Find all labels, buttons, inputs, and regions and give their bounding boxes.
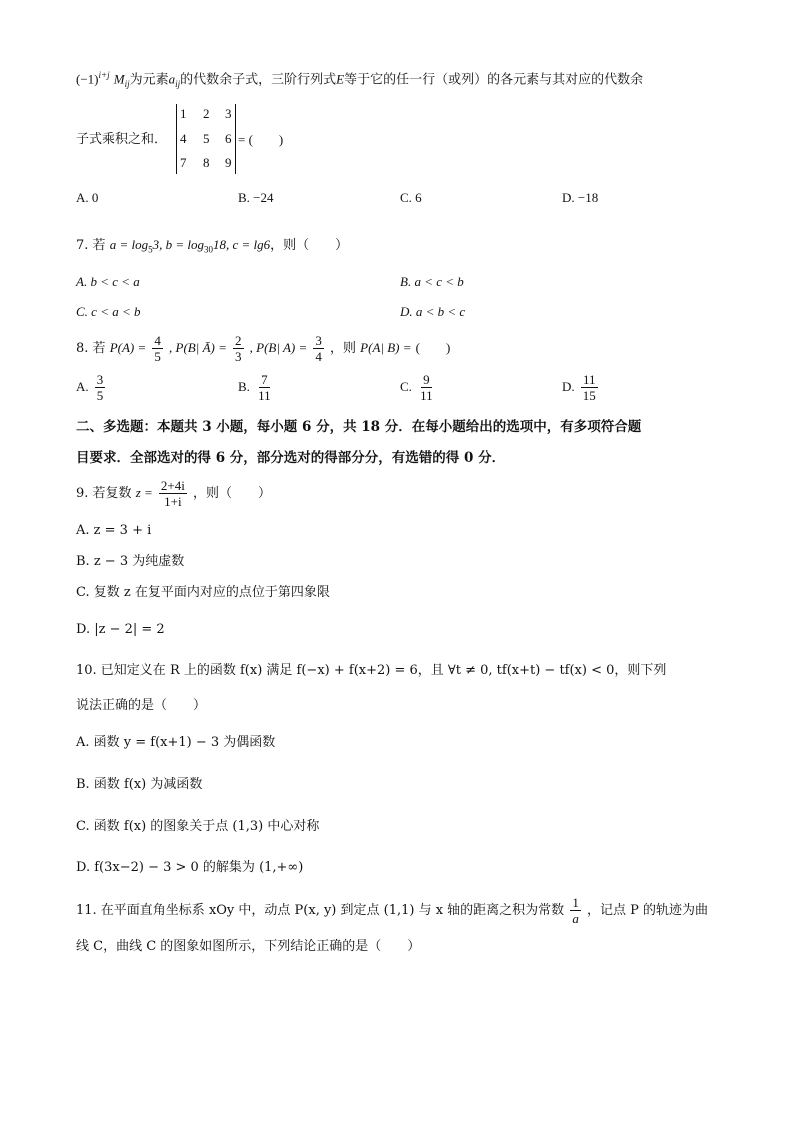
q7-math-b: 3, b = log [152,237,204,252]
q11-text-b: ，记点 P 的轨迹为曲 [586,903,708,918]
option-fraction [95,372,106,403]
det-cell: 1 [180,106,187,121]
q9-z: z = [135,485,153,500]
frac-denominator: a [572,911,579,926]
frac-denominator: 1+i [164,494,182,509]
q6-option-c: C. 6 [400,190,422,205]
q10-stem-line2: 说法正确的是（ ） [76,698,207,713]
det-cell: 3 [225,106,232,121]
q6-equals-blank: = ( ) [238,132,284,147]
q10-option-d: D. f(3x−2) − 3 > 0 的解集为 (1,+∞) [76,860,304,875]
q9-stem-end: ，则（ ） [193,486,272,501]
det-cell: 2 [203,106,210,121]
q9-number: 9. 若复数 [76,486,132,501]
q8-number: 8. 若 [76,341,106,356]
option-fraction [581,372,598,403]
frac-denominator: 11 [258,388,271,403]
q6-option-b: B. −24 [238,190,274,205]
q8-frac-1 [152,333,163,364]
q8-pb-given-a: , P(B| A) = [249,340,308,355]
section2-heading-line1: 二、多选题：本题共 3 小题，每小题 6 分，共 18 分．在每小题给出的选项中，有多项符合题 [76,419,642,435]
frac-denominator: 11 [420,388,433,403]
q6-element-symbol: a [168,71,176,87]
q9-option-a: A. z = 3 + i [76,523,152,538]
q11-stem-line2: 线 C，曲线 C 的图象如图所示，下列结论正确的是（ ） [76,939,421,954]
q6-text-c: 为元素 [129,72,169,88]
q7-option-c: C. c < a < b [76,304,141,319]
q6-option-d: D. −18 [562,190,599,205]
q7-stem-end: ，则（ ） [270,238,349,253]
q7-option-a: A. b < c < a [76,274,140,289]
frac-denominator: 5 [154,349,161,364]
q6-determinant [176,104,236,174]
frac-denominator: 3 [235,349,242,364]
q7-stem [76,236,348,259]
q6-text-line2: 子式乘积之和． [76,132,168,147]
q7-number: 7. 若 [76,238,106,253]
frac-numerator: 9 [423,372,430,387]
q6-text-e: 的代数余子式，三阶行列式 [180,72,337,88]
option-label: C. [400,379,412,394]
q10-option-a: A. 函数 y = f(x+1) − 3 为偶函数 [76,735,276,750]
option-label: B. [238,379,250,394]
option-label: A. [76,379,89,394]
q8-option-d [562,372,600,403]
q9-stem [76,474,271,513]
frac-numerator: 1 [572,895,579,910]
q6-line1 [76,66,643,93]
q9-option-d: D. |z − 2| = 2 [76,622,165,637]
q7-option-b: B. a < c < b [400,274,464,289]
q9-option-b: B. z − 3 为纯虚数 [76,554,185,569]
frac-numerator: 11 [583,372,596,387]
det-cell: 6 [225,131,232,146]
frac-numerator: 2 [235,333,242,348]
q9-fraction [159,478,187,509]
q11-text-a: 11. 在平面直角坐标系 xOy 中，动点 P(x, y) 到定点 (1,1) 与 x 轴的距离之积为常数 [76,903,565,918]
q6-sign-exponent: i+j [98,70,110,80]
frac-numerator: 4 [154,333,161,348]
q8-then: ，则 [330,341,357,356]
frac-numerator: 3 [96,372,104,387]
q8-option-c [400,372,437,403]
q8-frac-2 [233,333,244,364]
frac-numerator: 3 [315,333,322,348]
option-fraction [256,372,273,403]
frac-denominator: 4 [315,349,322,364]
q6-determinant-symbol: E [336,71,345,87]
q6-option-a: A. 0 [76,190,99,205]
q10-option-c: C. 函数 f(x) 的图象关于点 (1,3) 中心对称 [76,819,320,834]
det-cell: 4 [180,131,187,146]
option-fraction [418,372,435,403]
q7-log-base-30: 30 [203,244,213,255]
q6-sign-term: (−1) [76,71,99,87]
option-label: D. [562,379,575,394]
q8-blank: ( ) [415,340,451,355]
q9-option-c: C. 复数 z 在复平面内对应的点位于第四象限 [76,585,330,600]
q11-stem-line1 [76,892,708,930]
q11-fraction [570,895,581,926]
q7-option-d: D. a < b < c [400,304,466,319]
frac-denominator: 5 [96,388,104,403]
q7-math-c: 18, c = lg6 [212,237,271,252]
det-cell: 7 [180,155,187,170]
q7-log-base-5: 5 [148,244,153,255]
det-cell: 9 [225,155,232,170]
frac-numerator: 7 [261,372,268,387]
q8-pb-given-not-a: , P(B| Ā) = [169,340,227,355]
q6-minor-subscript: ij [124,78,130,89]
q8-option-b [238,372,275,403]
q6-text-g: 等于它的任一行（或列）的各元素与其对应的代数余 [344,72,644,88]
frac-numerator: 2+4i [160,478,185,493]
q8-pa-given-b: P(A| B) = [360,340,412,355]
q10-stem-line1: 10. 已知定义在 R 上的函数 f(x) 满足 f(−x) + f(x+2) = 6，且 ∀t ≠ 0, tf(x+t) − tf(x) < 0，则下列 [76,663,667,678]
q6-line2 [76,131,167,149]
q8-stem [76,330,450,367]
det-cell: 8 [203,155,210,170]
q7-math-a: a = log [109,237,149,252]
frac-denominator: 15 [582,388,596,403]
q8-option-a [76,372,107,403]
q6-minor-symbol: M [113,71,125,87]
q10-option-b: B. 函数 f(x) 为减函数 [76,777,203,792]
q8-pa: P(A) = [109,340,147,355]
q8-frac-3 [313,333,324,364]
section2-heading-line2: 目要求．全部选对的得 6 分，部分选对的得部分分，有选错的得 0 分． [76,450,506,466]
q6-element-subscript: ij [175,78,181,89]
det-cell: 5 [203,131,210,146]
